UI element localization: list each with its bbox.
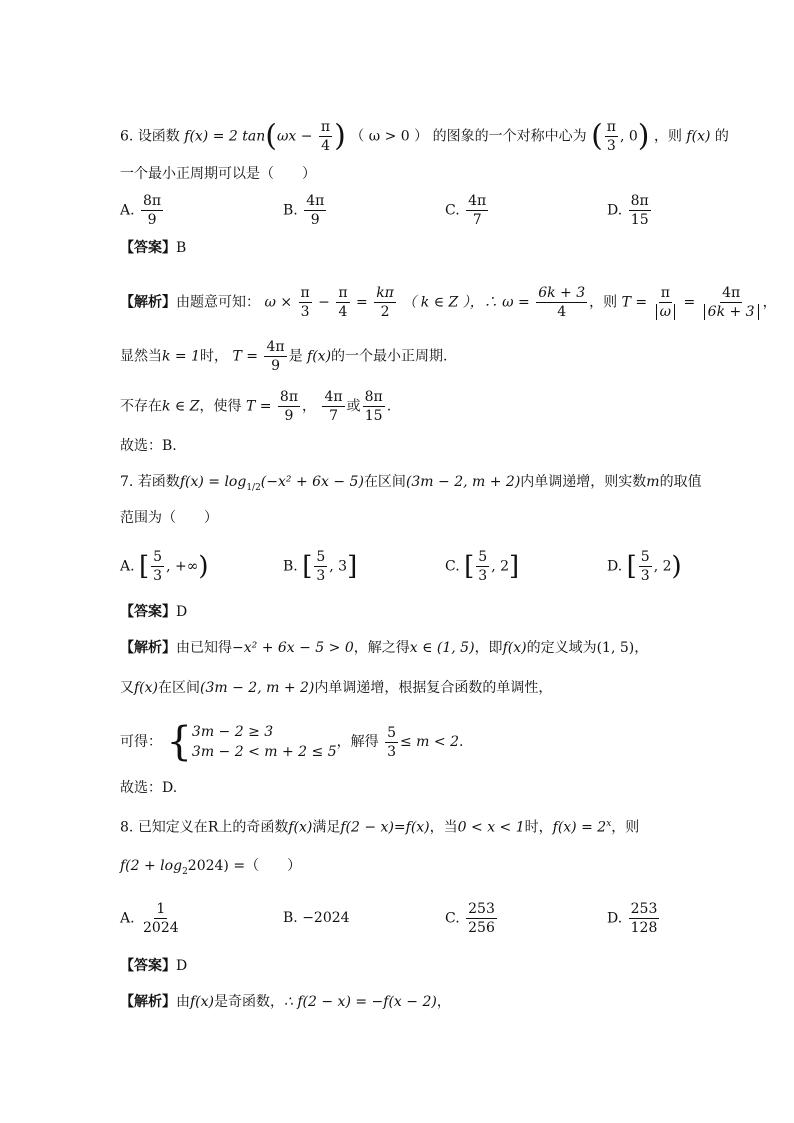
q8-option-a: A. $\frac{1}{2024}$	[120, 901, 179, 936]
stem-text: 的图象的一个对称中心为	[432, 128, 587, 145]
fraction: $\frac{4\pi}{6k + 3}$	[702, 284, 761, 321]
question-number: 8.	[120, 819, 134, 836]
equation-system: { 3m − 2 ≥ 3 3m − 2 < m + 2 ≤ 5	[166, 719, 337, 765]
fraction: $\frac{\pi}{\omega}$	[654, 284, 677, 321]
q7-analysis-line3: 可得： { 3m − 2 ≥ 3 3m − 2 < m + 2 ≤ 5 ，解得 $\frac{5}{3}$ ≤ m < 2.	[120, 719, 464, 765]
fraction: $\frac{1}{2024}$	[143, 901, 179, 936]
fraction: $\frac{253}{256}$	[468, 901, 495, 936]
fraction: $\frac{\pi}{3}$	[300, 285, 310, 320]
paren-open: (	[591, 118, 603, 154]
fraction: $\frac{8\pi}{9}$	[279, 389, 299, 424]
q7-option-c: C. [ $\frac{5}{3}$ , 2]	[445, 549, 520, 584]
q7-option-a: A. [ $\frac{5}{3}$ , +∞)	[120, 549, 209, 584]
q8-stem-line1: 8. 已知定义在R上的奇函数f(x)满足f(2 − x)=f(x)，当0 < x < 1时，$f(x) = 2^x$，则	[120, 819, 640, 836]
question-number: 6.	[120, 128, 134, 145]
formula: f(x) = log	[179, 474, 247, 490]
condition: （ ω > 0 ）	[350, 128, 429, 145]
q7-choose: 故选：D.	[120, 780, 178, 796]
q6-option-c: C. $\frac{4\pi}{7}$	[445, 193, 487, 228]
answer-value: D	[176, 604, 188, 620]
q8-analysis-line1: 【解析】由f(x)是奇函数，∴ f(2 − x) = −f(x − 2)，	[120, 994, 451, 1010]
paren-open: (	[265, 118, 277, 154]
formula: ωx −	[276, 128, 313, 145]
fraction: $\frac{6k + 3}{4}$	[538, 285, 586, 320]
fraction: $\frac{5}{3}$	[153, 549, 163, 584]
q8-option-d: D. $\frac{253}{128}$	[607, 901, 658, 936]
q6-analysis-line3: 不存在k ∈ Z，使得 T = $\frac{8\pi}{9}$ ， $\frac{4\pi}{7}$ 或 $\frac{8\pi}{15}$ .	[120, 389, 392, 424]
fraction: $\frac{5}{3}$	[316, 549, 326, 584]
q6-analysis-line1: 【解析】由题意可知： ω × $\frac{\pi}{3}$ − $\frac{\pi}{4}$ = $\frac{k\pi}{2}$ （ k ∈ Z ），∴ ω = $\frac{6k + 3}{4}$ ，则 T = $\frac{\pi}{\omega}$ = $\frac{4\pi}{6k + 3}$ ，	[120, 285, 777, 320]
q6-answer: 【答案】B	[120, 240, 187, 256]
q6-stem-line1	[120, 118, 729, 155]
fraction: $\frac{\pi}{4}$	[320, 119, 331, 154]
q7-stem-line2: 范围为（ ）	[120, 510, 218, 526]
q8-option-c: C. $\frac{253}{256}$	[445, 901, 495, 936]
formula: f(x) = 2 tan	[184, 128, 266, 145]
q7-stem-line1: 7. 若函数$f(x) = \log_{1/2}(-x^2 + 6x - 5)$在区间(3m − 2, m + 2)内单调递增，则实数m的取值	[120, 474, 702, 493]
q8-option-b: B. −2024	[283, 910, 350, 926]
fraction: $\frac{4\pi}{7}$	[468, 193, 487, 228]
fraction: $\frac{5}{3}$	[387, 724, 396, 760]
paren-close: )	[334, 118, 346, 154]
formula: , 0	[619, 128, 638, 145]
q8-answer: 【答案】D	[120, 958, 188, 974]
fraction: $\frac{k\pi}{2}$	[376, 285, 394, 320]
stem-text: 设函数	[137, 128, 180, 145]
q6-option-b: B. $\frac{4\pi}{9}$	[283, 193, 325, 228]
formula: f(x)	[686, 128, 711, 145]
fraction: $\frac{\pi}{4}$	[338, 285, 348, 320]
question-number: 7.	[120, 474, 134, 490]
q6-choose: 故选：B.	[120, 438, 177, 454]
fraction: $\frac{4\pi}{9}$	[306, 193, 325, 228]
fraction: $\frac{5}{3}$	[640, 549, 650, 584]
fraction: $\frac{4\pi}{7}$	[324, 389, 343, 424]
paren-close: )	[637, 118, 650, 154]
fraction: $\frac{253}{128}$	[630, 901, 658, 936]
stem-text: ，则	[653, 128, 682, 145]
answer-value: B	[176, 240, 187, 256]
fraction: $\frac{4\pi}{9}$	[266, 339, 285, 374]
fraction: $\frac{\pi}{3}$	[606, 119, 616, 154]
fraction: $\frac{5}{3}$	[478, 549, 488, 584]
q7-option-d: D. [ $\frac{5}{3}$ , 2)	[607, 549, 682, 584]
stem-text: 的	[714, 128, 729, 145]
fraction: $\frac{8\pi}{9}$	[143, 193, 162, 228]
q7-option-b: B. [ $\frac{5}{3}$ , 3]	[283, 549, 358, 584]
q7-analysis-line2: 又f(x)在区间(3m − 2, m + 2)内单调递增，根据复合函数的单调性，	[120, 680, 553, 696]
fraction: $\frac{8\pi}{15}$	[630, 193, 649, 228]
q6-stem-line2: 一个最小正周期可以是（ ）	[120, 166, 316, 182]
q8-stem-line2: $f(2 + \log_22024)$ =（ ）	[120, 858, 302, 877]
answer-value: D	[176, 958, 188, 974]
q6-analysis-line2: 显然当k = 1时， T = $\frac{4\pi}{9}$ 是 f(x)的一个最小正周期.	[120, 339, 448, 374]
q6-option-a: A. $\frac{8\pi}{9}$	[120, 193, 162, 228]
q7-answer: 【答案】D	[120, 604, 188, 620]
brace: {	[166, 719, 192, 765]
q7-analysis-line1: 【解析】由已知得−x² + 6x − 5 > 0，解之得x ∈ (1, 5)，即f(x)的定义域为(1, 5)，	[120, 640, 649, 656]
q6-option-d: D. $\frac{8\pi}{15}$	[607, 193, 649, 228]
fraction: $\frac{8\pi}{15}$	[364, 389, 383, 424]
